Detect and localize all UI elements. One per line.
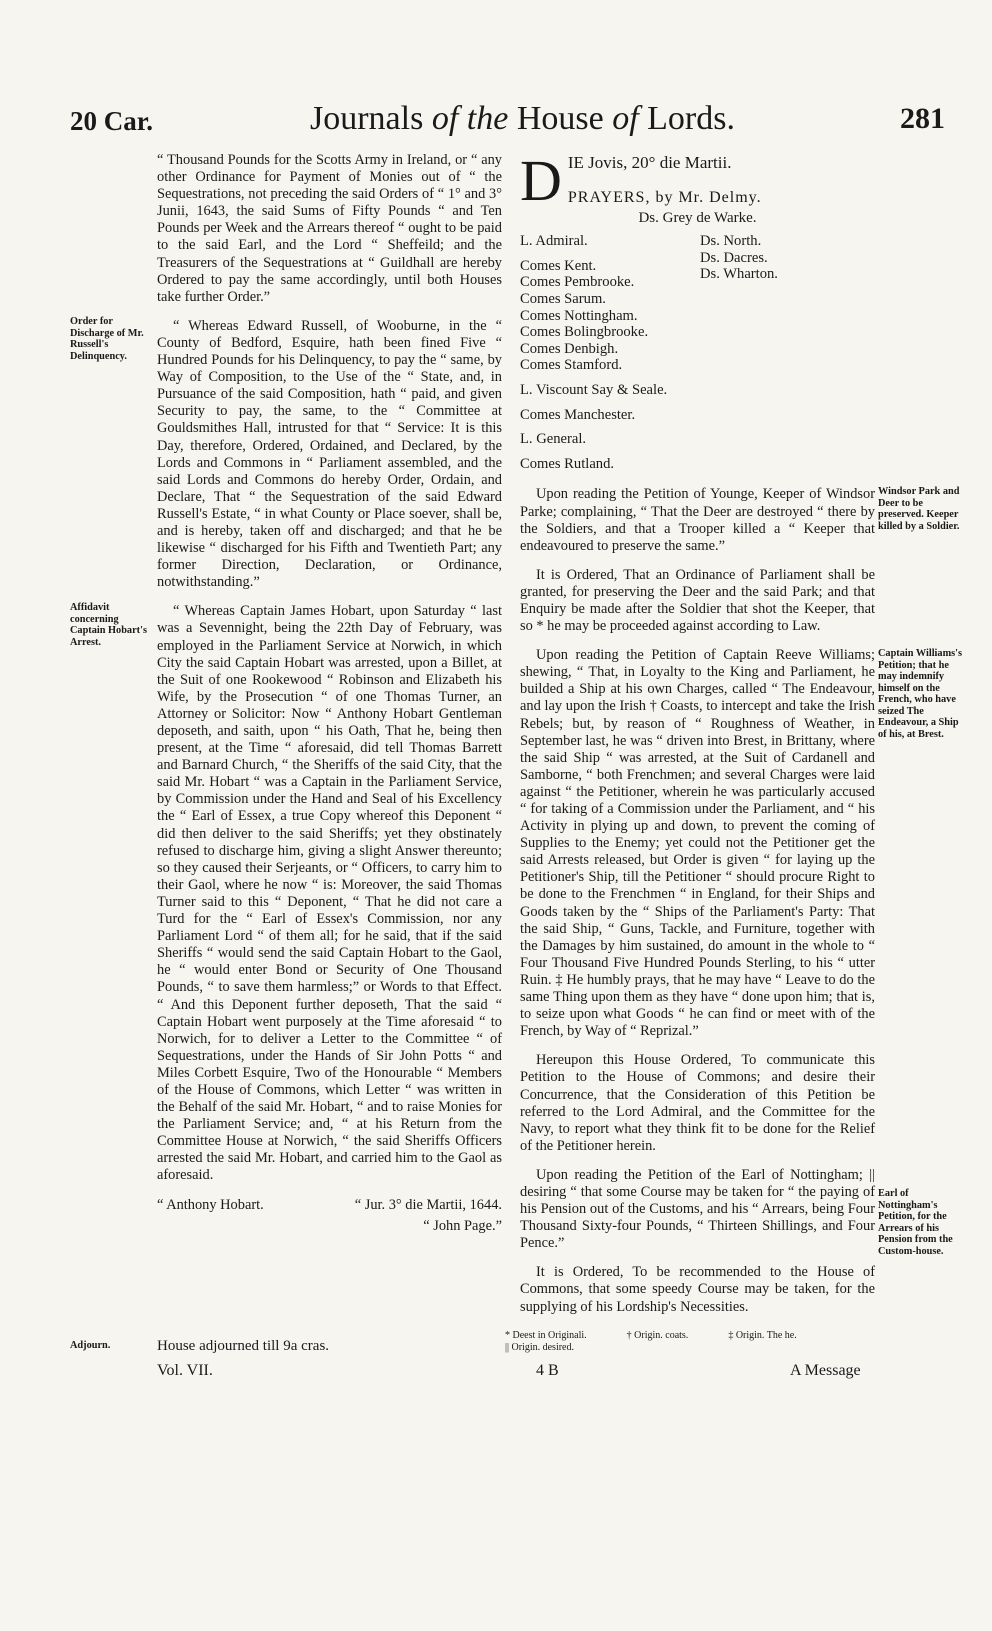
left-column <box>157 152 502 1235</box>
volume-number: Vol. VII. <box>157 1362 213 1379</box>
peer-entry: Comes Pembrooke. <box>520 274 635 291</box>
williams-petition-paragraph: Upon reading the Petition of Captain Reeve Williams; shewing, “ That, in Loyalty to the King and Parliament, he builded a Ship at his own Charges, called “ The Endeavour, and lay upon the Irish † Coasts, to intercept and take the Irish Rebels; but, by reason of “ Roughness of Weather, in September last, he was “ driven into Brest, in Brittany, where the said Ship “ was arrested, at the Suit of Cardanell and Samborne, “ both Frenchmen; and several Charges were laid against “ the Petitioner, wherein he was particularly accused “ for taking of a Commission under the Parliament, and “ his Activity in plying up and down, to prevent the coming of Supplies to the Enemy; yet could not the Petitioner get the said Arrests released, but Order is given “ for laying up the Petitioner's Ship, till the Petitioner “ should procure Right to be done to the Frenchmen “ in England, for their Ships and Goods taken by the “ Ships of the Parliament's Party: That the said Ship, “ Guns, Tackle, and Furniture, together with the Damages by him sustained, do amount in the whole to “ Four Thousand Five Hundred Pounds Sterling, to his “ utter Ruin. ‡ He humbly prays, that he may have “ Leave to do the same Thing upon them as they have “ done upon him; that is, to seize upon what Goods “ he can find or meet with of the French, by Way of “ Reprizal.” <box>520 647 875 1040</box>
footnote: ‡ Origin. The he. <box>728 1330 797 1341</box>
margin-note-hobart: Affidavit concerning Captain Hobart's Arrest. <box>70 602 147 648</box>
peer-entry: Comes Kent. <box>520 257 597 274</box>
margin-note-adjourn: Adjourn. <box>70 1340 111 1351</box>
margin-note-williams: Captain Williams's Petition; that he may indemnify himself on the French, who have seized The Endeavour, a Ship of his, at Brest. <box>878 648 963 740</box>
jurat-signer: “ John Page.” <box>423 1217 502 1234</box>
footnote: † Origin. coats. <box>626 1330 689 1341</box>
margin-note-russell: Order for Discharge of Mr. Russell's Delinquency. <box>70 316 144 362</box>
scotts-army-paragraph: “ Thousand Pounds for the Scotts Army in Ireland, or “ any other Ordinance for Payment of Monies out of “ the Sequestrations, not preceding the said Orders of “ 1° and 3° Junii, 1643, the said Sums of Fifty Pounds “ and Ten Pounds per Week and the Arrears thereof “ ought to be paid to the said Earl, and the Lord “ Sheffeild; and the Treasurers of the Sequestrations at “ Guildhall are hereby Ordered to pay the same accordingly, until both Houses take further Order.” <box>157 152 502 305</box>
hobart-affidavit-paragraph: “ Whereas Captain James Hobart, upon Saturday “ last was a Sevennight, being the 22th Day of February, was employed in the Parliament Service at Norwich, in which City the said Captain Hobart was arrested, upon a Billet, at the Suit of one Rookewood “ Robinson and Elizabeth his Wife, by the Prosecution “ of one Thomas Turner, an Attorney or Solicitor: Now “ Anthony Hobart Gentleman deposeth, and saith, upon “ his Oath, That he, being then present, at the Time “ aforesaid, did tell Thomas Barrett and Barnard Church, “ the Sheriffs of the said City, that the said Mr. Hobart “ was a Captain in the Parliament Service, by Commission under the Hand and Seal of his Excellency the “ Earl of Essex, a true Copy whereof this Deponent “ did then deliver to the said Sheriffs; yet they obstinately refused to discharge him, giving a slight Answer thereunto; so they caused their Serjeants, or “ Officers, to carry him to their Gaol, where he now “ is: Moreover, the said Thomas Turner said to this “ Deponent, “ That he did not care a Turd for the “ Earl of Essex's Commission, nor any Parliament Lord “ of them all; for he said, that if the said Sheriffs “ would send the said Captain Hobart to the Gaol, he “ would enter Bond or Security of One Thousand Pounds, “ to save them harmless;” or Words to that Effect. “ And this Deponent further deposeth, That the said “ Captain Hobart went purposely at the Time aforesaid “ to Norwich, for to deliver a Letter to the Committee “ of Sequestrations, under the Hands of Sir John Potts “ and Miles Corbett Esquire, Two of the Honourable “ Members of the House of Commons, which Letter “ was written in the Behalf of the said Mr. Hobart, “ and to raise Monies for the Parliament Service; and, “ at his Return from the Committee House at Norwich, “ the said Sheriffs Officers arrested the said Mr. Hobart, and carried him to the Gaol as aforesaid. <box>157 603 502 1184</box>
peer-entry: L. General. <box>520 431 587 448</box>
peer-entry: Comes Bolingbrooke. <box>520 324 649 341</box>
peers-column-2 <box>700 233 778 472</box>
first-peer: Ds. Grey de Warke. <box>638 210 757 227</box>
peer-entry: Comes Manchester. <box>520 406 636 423</box>
peer-entry: Ds. Wharton. <box>700 266 778 283</box>
affidavit-signature <box>157 1197 502 1214</box>
drop-cap: D <box>520 148 562 213</box>
footnote: || Origin. desired. <box>505 1342 574 1353</box>
prayers-line: PRAYERS, by Mr. Delmy. <box>567 189 762 207</box>
windsor-order-paragraph: It is Ordered, That an Ordinance of Parliament shall be granted, for preserving the Deer and the said Park; and that Enquiry be made after the Soldier that shot the Keeper, that so * he may be proceeded against according to Law. <box>520 566 875 635</box>
margin-note-nottingham: Earl of Nottingham's Petition, for the Arrears of his Pension from the Custom-house. <box>878 1188 953 1257</box>
windsor-petition-paragraph: Upon reading the Petition of Younge, Keeper of Windsor Parke; complaining, “ That the Deer are destroyed “ there by the Soldiers, and that a Trooper killed a “ Keeper that endeavoured to preserve the same.” <box>520 486 875 554</box>
peer-entry: Ds. Dacres. <box>700 249 768 266</box>
williams-order-paragraph: Hereupon this House Ordered, To communicate this Petition to the House of Commons; and desire their Concurrence, that the Consideration of this Petition be referred to the Lord Admiral, and the Committee for the Navy, to report what they think fit to be done for the Relief of the Petitioner herein. <box>520 1052 875 1154</box>
deponent-name: “ Anthony Hobart. <box>157 1196 264 1213</box>
footnotes <box>505 1330 885 1354</box>
peers-present <box>520 233 875 472</box>
russell-order-paragraph: “ Whereas Edward Russell, of Wooburne, in the “ County of Bedford, Esquire, hath been fined Five “ Hundred Pounds for his Delinquency, to pay the “ same, by Way of Composition, to the Use of the “ State, and, in Pursuance of the said Composition, hath “ paid, and given Security to pay, the same, to the “ Committee at Gouldsmithes Hall, intrusted for that “ Service: It is this Day, therefore, Ordered, Ordained, and Declared, by the Lords and Commons in “ Parliament assembled, and the said Lords and Commons do hereby Order, Ordain, and Declare, That “ the Sequestration of the said Edward Russell's Estate, “ in what County or Place soever, shall be, and is hereby, taken off and discharged; and that he be likewise “ discharged for his Fifth and Twentieth Part; any former Direction, Declaration, or Ordinance, notwithstanding.” <box>157 317 502 591</box>
right-column <box>520 148 875 1328</box>
peer-entry: Comes Stamford. <box>520 357 623 374</box>
running-title: Journals of the House of Lords. <box>310 100 735 137</box>
day-heading <box>520 148 875 213</box>
peers-column-1 <box>520 233 700 472</box>
signature-mark: 4 B <box>536 1362 559 1379</box>
day-line: IE Jovis, 20° die Martii. <box>567 153 732 172</box>
peer-entry: L. Admiral. <box>520 233 588 250</box>
margin-note-windsor: Windsor Park and Deer to be preserved. Keeper killed by a Soldier. <box>878 486 960 532</box>
peer-entry: Ds. North. <box>700 233 762 250</box>
peer-entry: Comes Denbigh. <box>520 340 619 357</box>
peer-entry: Comes Nottingham. <box>520 307 638 324</box>
jurat-date: “ Jur. 3° die Martii, 1644. <box>354 1196 502 1213</box>
adjournment-line: House adjourned till 9a cras. <box>157 1338 330 1354</box>
peer-entry: Comes Rutland. <box>520 455 615 472</box>
page-number: 281 <box>900 102 945 135</box>
page-header <box>0 84 992 154</box>
nottingham-petition-paragraph: Upon reading the Petition of the Earl of Nottingham; || desiring “ that some Course may be taken for “ the paying of his Pension out of the Customs, and his “ Arrears, being Four Thousand Sixty-four Pounds, “ Thirteen Shillings, and Four Pence.” <box>520 1166 875 1252</box>
footnote: * Deest in Originali. <box>505 1330 587 1341</box>
peer-entry: Comes Sarum. <box>520 291 606 308</box>
peer-entry: L. Viscount Say & Seale. <box>520 382 668 399</box>
regnal-year: 20 Car. <box>70 106 154 136</box>
catchword: A Message <box>790 1362 861 1379</box>
nottingham-order-paragraph: It is Ordered, To be recommended to the House of Commons, that some speedy Course may be taken, for the supplying of his Lordship's Necessities. <box>520 1264 875 1315</box>
